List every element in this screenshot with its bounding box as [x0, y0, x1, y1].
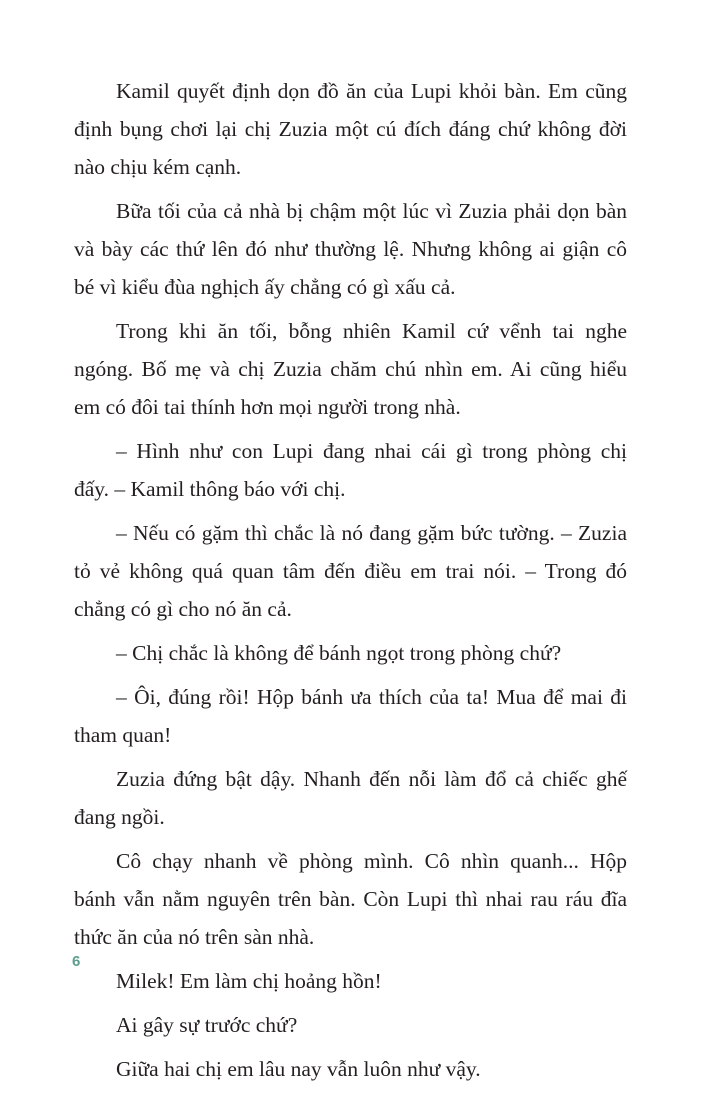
paragraph: [74, 842, 627, 956]
text-line: Cô chạy nhanh về phòng mình. Cô nhìn quanh... Hộp: [116, 849, 627, 873]
text-line: đấy. – Kamil thông báo với chị.: [74, 477, 346, 501]
text-line: chẳng có gì cho nó ăn cả.: [74, 597, 292, 621]
paragraph: [74, 678, 627, 754]
text-line: – Chị chắc là không để bánh ngọt trong phòng chứ?: [116, 641, 562, 665]
paragraph: [74, 634, 627, 672]
text-line: nào chịu kém cạnh.: [74, 155, 242, 179]
paragraph: [74, 760, 627, 836]
paragraph: [74, 312, 627, 426]
text-line: – Ôi, đúng rồi! Hộp bánh ưa thích của ta! Mua để mai đi: [116, 685, 627, 709]
paragraph: [74, 192, 627, 306]
text-line: đang ngồi.: [74, 805, 165, 829]
paragraph: [74, 962, 627, 1000]
text-line: em có đôi tai thính hơn mọi người trong nhà.: [74, 395, 461, 419]
text-line: Milek! Em làm chị hoảng hồn!: [116, 969, 382, 993]
text-line: bé vì kiểu đùa nghịch ấy chẳng có gì xấu cả.: [74, 275, 456, 299]
text-line: – Nếu có gặm thì chắc là nó đang gặm bức tường. – Zuzia: [116, 521, 627, 545]
paragraph: [74, 1050, 627, 1088]
text-line: thức ăn của nó trên sàn nhà.: [74, 925, 315, 949]
text-line: ngóng. Bố mẹ và chị Zuzia chăm chú nhìn em. Ai cũng hiểu: [74, 357, 627, 381]
paragraph: [74, 1006, 627, 1044]
paragraph: [74, 72, 627, 186]
text-line: bánh vẫn nằm nguyên trên bàn. Còn Lupi thì nhai rau ráu đĩa: [74, 887, 627, 911]
text-line: tham quan!: [74, 723, 172, 747]
text-line: Trong khi ăn tối, bỗng nhiên Kamil cứ vểnh tai nghe: [116, 319, 627, 343]
page-number: 6: [72, 953, 81, 970]
text-line: Zuzia đứng bật dậy. Nhanh đến nỗi làm đổ cả chiếc ghế: [116, 767, 627, 791]
paragraph: [74, 514, 627, 628]
text-line: tỏ vẻ không quá quan tâm đến điều em trai nói. – Trong đó: [74, 559, 627, 583]
paragraph: [74, 432, 627, 508]
text-line: và bày các thứ lên đó như thường lệ. Nhưng không ai giận cô: [74, 237, 627, 261]
text-line: Bữa tối của cả nhà bị chậm một lúc vì Zuzia phải dọn bàn: [116, 199, 627, 223]
text-line: định bụng chơi lại chị Zuzia một cú đích đáng chứ không đời: [74, 117, 627, 141]
text-line: Giữa hai chị em lâu nay vẫn luôn như vậy.: [116, 1057, 481, 1081]
text-line: Kamil quyết định dọn đồ ăn của Lupi khỏi bàn. Em cũng: [116, 79, 627, 103]
text-line: – Hình như con Lupi đang nhai cái gì trong phòng chị: [116, 439, 627, 463]
text-line: Ai gây sự trước chứ?: [116, 1013, 298, 1037]
page-body: [74, 72, 627, 1094]
